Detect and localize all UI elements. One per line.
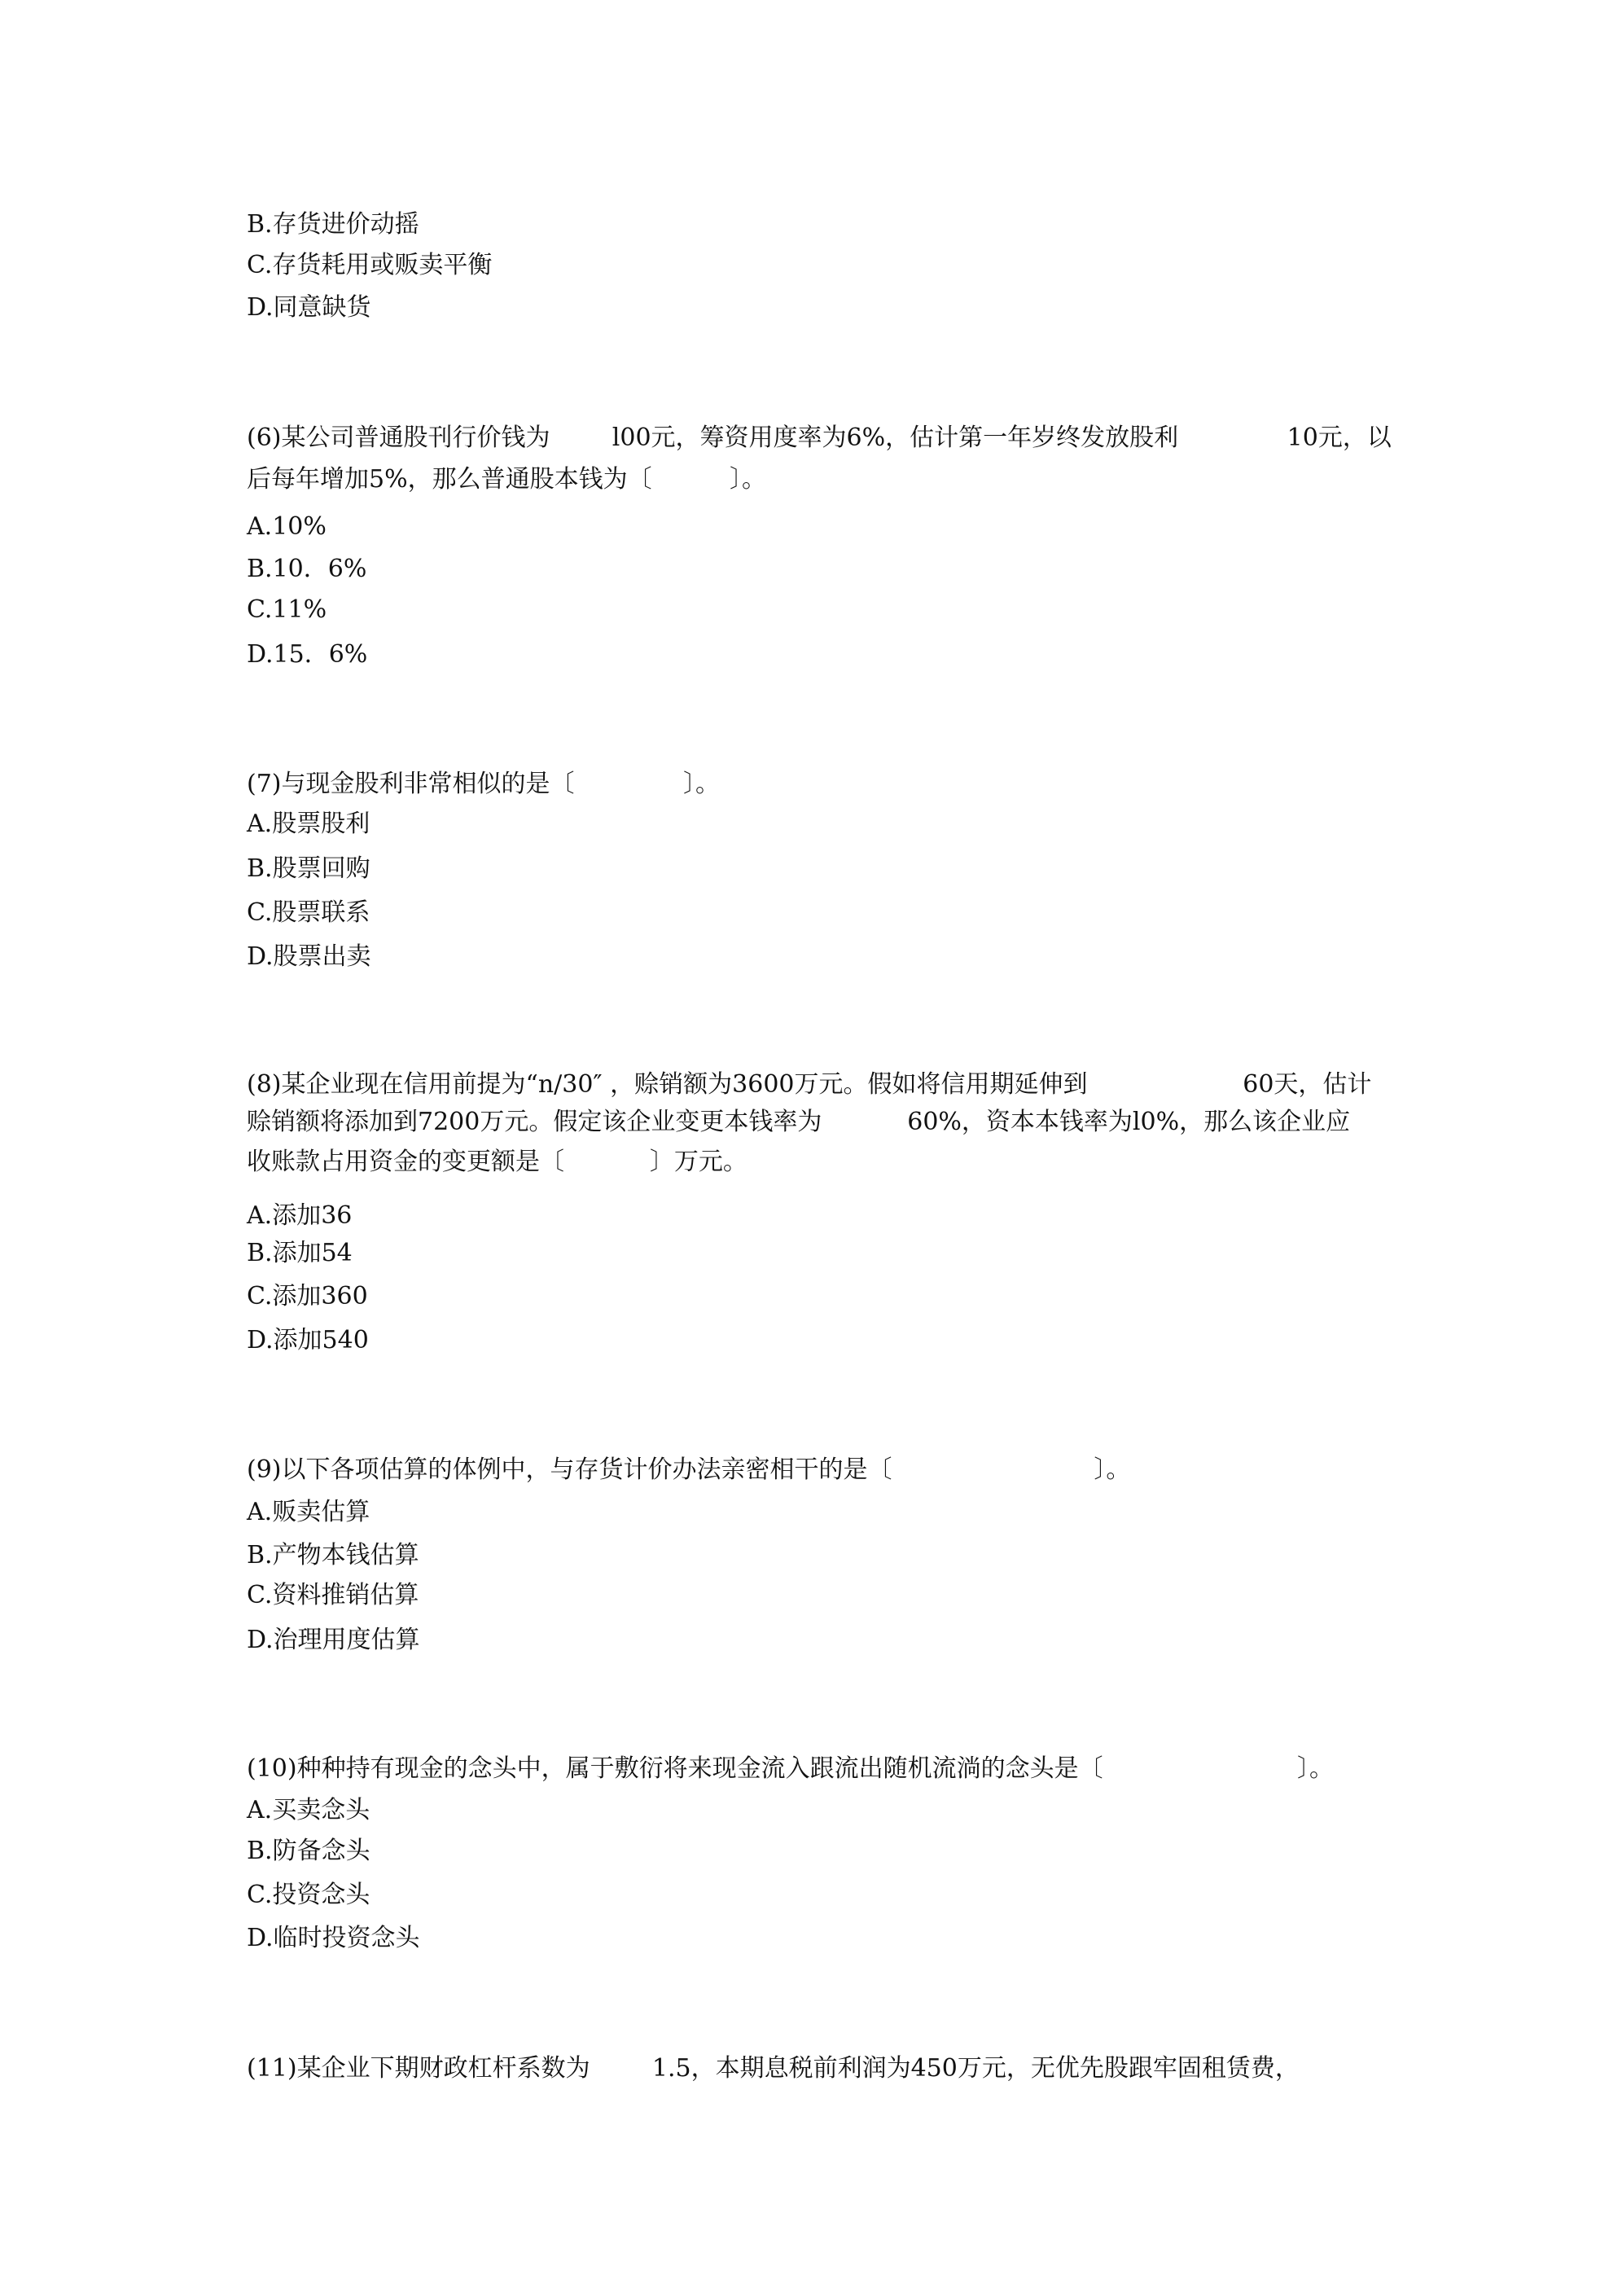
- option-d: D.临时投资念头: [247, 1924, 420, 1952]
- question-stem: (7)与现金股利非常相似的是〔 〕。: [247, 770, 721, 798]
- option-d: D.添加540: [247, 1326, 369, 1354]
- option-b: B.添加54: [247, 1239, 353, 1267]
- option-a: A.股票股利: [247, 810, 370, 838]
- option-c: C.资料推销估算: [247, 1581, 419, 1609]
- option-b: B.产物本钱估算: [247, 1541, 419, 1569]
- option-a: A.买卖念头: [247, 1796, 370, 1824]
- option-d: D.股票出卖: [247, 942, 371, 971]
- question-stem-line-3: 收账款占用资金的变更额是〔 〕万元。: [247, 1148, 747, 1176]
- option-a: A.10%: [247, 512, 327, 541]
- question-stem: (10)种种持有现金的念头中，属于敷衍将来现金流入跟流出随机流淌的念头是〔 〕。: [247, 1754, 1334, 1783]
- option-a: A.添加36: [247, 1201, 353, 1230]
- question-stem-line-2: 后每年增加5%，那么普通股本钱为〔 〕。: [247, 465, 766, 494]
- option-b: B.股票回购: [247, 854, 370, 883]
- option-c: C.11%: [247, 595, 327, 624]
- option-b: B.存货进价动摇: [247, 210, 419, 239]
- option-a: A.贩卖估算: [247, 1498, 370, 1526]
- option-d: D.15．6%: [247, 640, 368, 669]
- question-stem: (9)以下各项估算的体例中，与存货计价办法亲密相干的是〔 〕。: [247, 1455, 1131, 1484]
- option-d: D.治理用度估算: [247, 1626, 420, 1654]
- option-d: D.同意缺货: [247, 293, 371, 322]
- question-stem-line-1: (8)某企业现在信用前提为“n/30″ ，赊销额为3600万元。假如将信用期延伸到 60天，估计: [247, 1070, 1372, 1099]
- question-stem-line-1: (6)某公司普通股刊行价钱为 l00元，筹资用度率为6%，估计第一年岁终发放股利 10元，以: [247, 424, 1392, 452]
- question-stem-line-2: 赊销额将添加到7200万元。假定该企业变更本钱率为 60%，资本本钱率为l0%，那么该企业应: [247, 1108, 1351, 1136]
- option-b: B.防备念头: [247, 1837, 370, 1865]
- option-c: C.投资念头: [247, 1881, 370, 1909]
- option-c: C.存货耗用或贩卖平衡: [247, 251, 493, 279]
- question-stem-line-1: (11)某企业下期财政杠杆系数为 1.5，本期息税前利润为450万元，无优先股跟牢固租赁费，: [247, 2054, 1300, 2083]
- option-b: B.10．6%: [247, 555, 367, 583]
- option-c: C.股票联系: [247, 898, 370, 927]
- option-c: C.添加360: [247, 1282, 368, 1310]
